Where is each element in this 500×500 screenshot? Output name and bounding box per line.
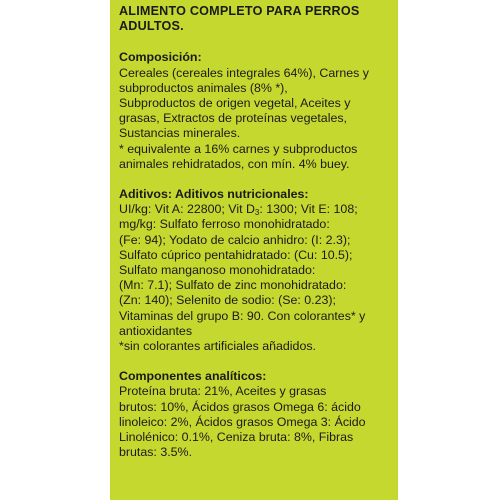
composition-heading: Composición: [119, 50, 202, 65]
additives-line-vitamins [119, 202, 393, 217]
additives-line: (Zn: 140); Selenito de sodio: (Se: 0.23); [119, 293, 336, 308]
additives-line: antioxidantes [119, 323, 193, 338]
product-title [119, 4, 393, 34]
additives-line: (Fe: 94); Yodato de calcio anhidro: (I: 2.3); [119, 232, 351, 247]
analytical-line: brutos: 10%, Ácidos grasos Omega 6: ácido [119, 399, 361, 414]
vitamins-text-end: : 1300; Vit E: 108; [259, 202, 358, 217]
additives-line: Sulfato cúprico pentahidratado: (Cu: 10.5); [119, 247, 353, 262]
additives-footnote: *sin colorantes artificiales añadidos. [119, 339, 316, 354]
label-panel [110, 0, 398, 500]
composition-section [119, 50, 393, 172]
analytical-line: Proteína bruta: 21%, Aceites y grasas [119, 384, 327, 399]
analytical-section [119, 369, 393, 460]
additives-section [119, 187, 393, 354]
vitamin-d-subscript: 3 [254, 208, 260, 218]
composition-line: animales rehidratados, con mín. 4% buey. [119, 156, 350, 171]
composition-line: grasas, Extractos de proteínas vegetales, [119, 111, 347, 126]
composition-line: Subproductos de origen vegetal, Aceites y [119, 96, 351, 111]
composition-line: * equivalente a 16% carnes y subproductos [119, 141, 358, 156]
vitamins-text-start: UI/kg: Vit A: 22800; Vit D [119, 202, 255, 217]
composition-line: subproductos animales (8% *), [119, 80, 288, 95]
analytical-heading: Componentes analíticos: [119, 369, 267, 384]
analytical-line: Linolénico: 0.1%, Ceniza bruta: 8%, Fibras [119, 430, 354, 445]
title-line: ALIMENTO COMPLETO PARA PERROS [119, 4, 360, 18]
additives-line: (Mn: 7.1); Sulfato de zinc monohidratado: [119, 278, 347, 293]
title-line: ADULTOS. [119, 19, 184, 34]
analytical-line: brutas: 3.5%. [119, 445, 193, 460]
additives-line: Sulfato manganoso monohidratado: [119, 263, 316, 278]
analytical-line: linoleico: 2%, Ácidos grasos Omega 3: Ácido [119, 414, 366, 429]
additives-heading: Aditivos: Aditivos nutricionales: [119, 187, 309, 202]
additives-line: Vitaminas del grupo B: 90. Con colorantes* y [119, 308, 366, 323]
composition-line: Cereales (cereales integrales 64%), Carnes y [119, 65, 369, 80]
composition-line: Sustancias minerales. [119, 126, 241, 141]
additives-line: mg/kg: Sulfato ferroso monohidratado: [119, 217, 330, 232]
